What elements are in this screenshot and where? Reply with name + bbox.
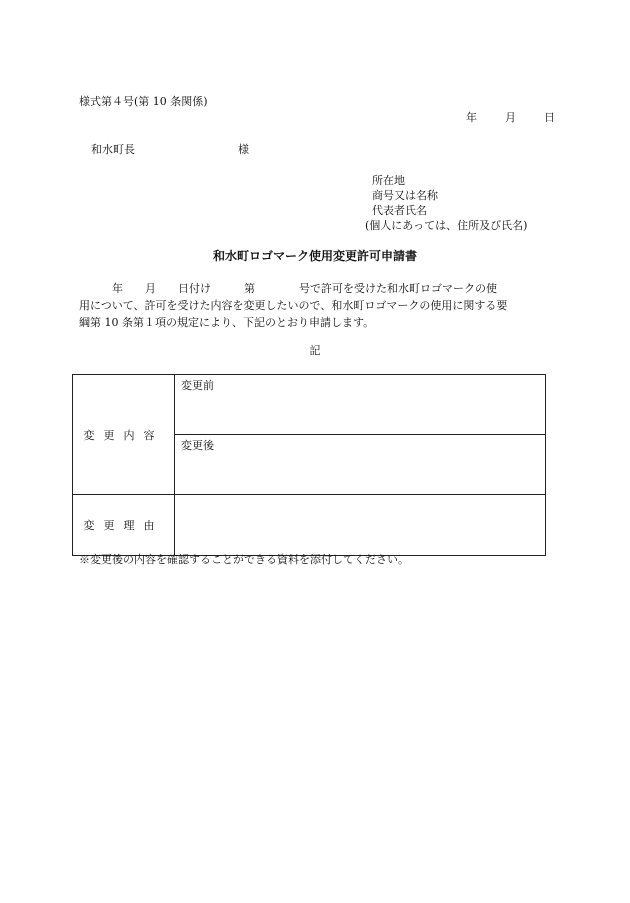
before-cell[interactable]: [175, 375, 546, 435]
after-label: 変更後: [181, 439, 214, 452]
body-line-2: 用について、許可を受けた内容を変更したいので、和水町ロゴマークの使用に関する要: [79, 299, 508, 312]
address-label: 所在地: [372, 174, 405, 187]
change-reason-label: 変更理由: [73, 495, 175, 556]
reason-cell[interactable]: [175, 495, 546, 556]
trade-name-label: 商号又は名称: [372, 189, 438, 202]
document-title: 和水町ロゴマーク使用変更許可申請書: [212, 249, 417, 263]
representative-label: 代表者氏名: [372, 204, 427, 217]
body-line-1: 年 月 日付け 第 号で許可を受けた和水町ロゴマークの使: [79, 282, 497, 295]
change-form-table: [72, 374, 546, 556]
before-label: 変更前: [181, 379, 214, 392]
date-year-label: 年: [466, 111, 477, 124]
individual-note: (個人にあっては、住所及び氏名): [365, 219, 528, 232]
date-day-label: 日: [544, 111, 555, 124]
addressee-name: 和水町長: [91, 143, 135, 156]
footnote: ※変更後の内容を確認することができる資料を添付してください。: [79, 553, 409, 566]
addressee: [91, 143, 249, 157]
applicant-block: [365, 173, 528, 233]
date-line: [466, 111, 555, 125]
date-month-label: 月: [505, 111, 516, 124]
change-content-label: 変更内容: [73, 375, 175, 495]
body-text: [79, 280, 553, 331]
ki-marker: 記: [309, 344, 321, 357]
form-number: 様式第４号(第 10 条関係): [79, 95, 208, 108]
addressee-honorific: 様: [238, 143, 249, 156]
after-cell[interactable]: [175, 435, 546, 495]
body-line-3: 綱第 10 条第１項の規定により、下記のとおり申請します。: [79, 316, 375, 329]
